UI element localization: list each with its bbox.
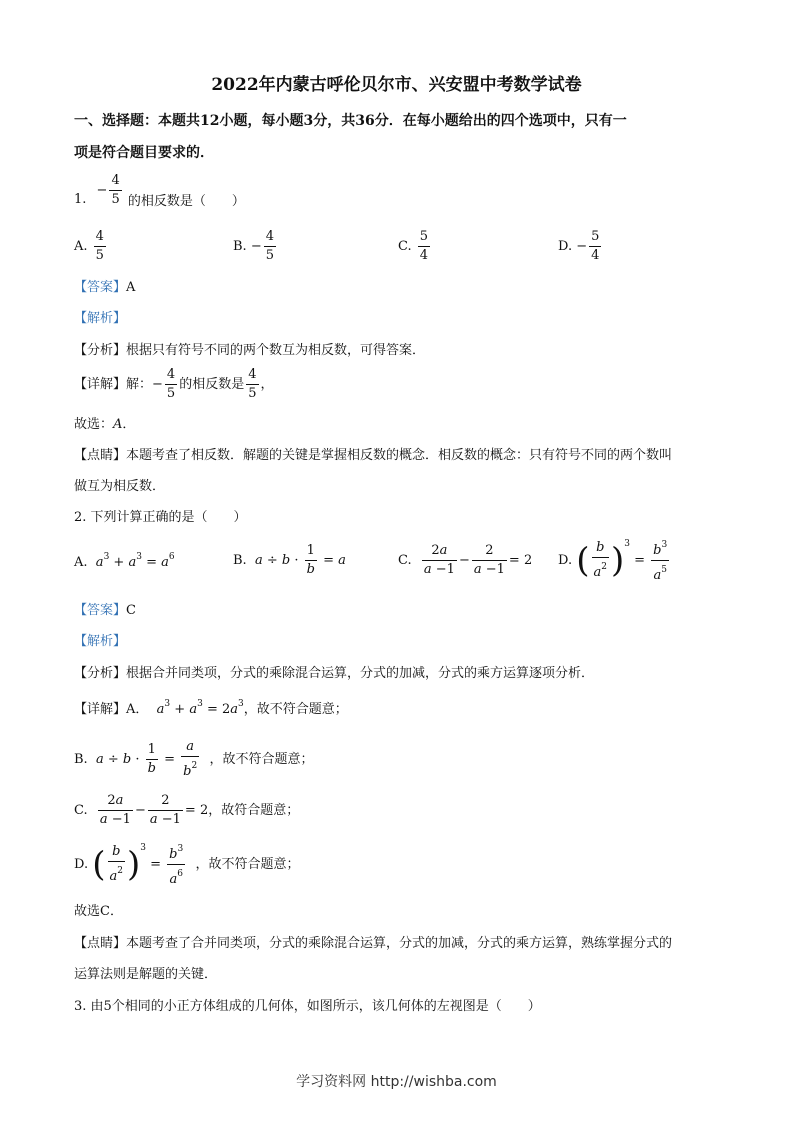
question-1-stem: 1. − $\frac{4}{5}$ 的相反数是（ ）: [74, 173, 245, 209]
section-header-line1: 一、选择题：本题共12小题，每小题3分，共36分．在每小题给出的四个选项中，只有一: [74, 113, 627, 129]
q2-option-c: C. $\frac{2a}{a -1}$ − $\frac{2}{a -1}$ = 2: [398, 543, 533, 577]
q1-option-c: C. $\frac{5}{4}$: [398, 229, 429, 263]
q2-analysis-label: 【解析】: [74, 634, 127, 649]
q2-option-a: A. $a^3 + a^3 = a^6$: [74, 552, 175, 570]
q1-analysis-label: 【解析】: [74, 311, 127, 326]
q2-answer: 【答案】C: [74, 603, 136, 618]
q1-option-a: A. $\frac{4}{5}$: [74, 229, 104, 263]
q2-xiangjie-d: D. ( $\frac{b}{a^2}$ )$^3$ = $\frac{b^3}{a^6}$ ，故不符合题意；: [74, 840, 300, 889]
question-1-text: 的相反数是（ ）: [127, 194, 245, 209]
answer-label: 【答案】: [74, 280, 127, 295]
question-2-stem: 2. 下列计算正确的是（ ）: [74, 510, 247, 525]
q2-option-d: D. ( $\frac{b}{a^2}$ )$^3$ = $\frac{b^3}{a^5}$: [558, 536, 671, 585]
page-title: 2022年内蒙古呼伦贝尔市、兴安盟中考数学试卷: [211, 75, 582, 95]
question-number: 1.: [74, 192, 87, 207]
q1-fenxi: 【分析】根据只有符号不同的两个数互为相反数，可得答案．: [74, 343, 426, 358]
q1-option-b: B. − $\frac{4}{5}$: [233, 229, 275, 263]
q1-dianjing-line2: 做互为相反数．: [74, 479, 166, 494]
q1-dianjing-line1: 【点睛】本题考查了相反数．解题的关键是掌握相反数的概念．相反数的概念：只有符号不同的两个数叫: [74, 448, 673, 463]
fraction: $\frac{4}{5}$: [111, 173, 120, 207]
q2-dianjing-line2: 运算法则是解题的关键．: [74, 967, 218, 982]
footer-watermark: 学习资料网 http://wishba.com: [296, 1074, 497, 1090]
q2-dianjing-line1: 【点睛】本题考查了合并同类项，分式的乘除混合运算，分式的加减，分式的乘方运算，熟练掌握分式的: [74, 936, 673, 951]
question-3-stem: 3. 由5个相同的小正方体组成的几何体，如图所示，该几何体的左视图是（ ）: [74, 999, 541, 1014]
q2-guxuan: 故选C．: [74, 904, 123, 919]
q1-option-d: D. − $\frac{5}{4}$: [558, 229, 600, 263]
q2-xiangjie-a: 【详解】A． $a^3 + a^3 = 2a^3$，故不符合题意；: [74, 699, 348, 717]
q1-answer: 【答案】A: [74, 280, 136, 295]
q2-option-b: B. a ÷ b · $\frac{1}{b}$ = a: [233, 543, 346, 577]
q1-guxuan: 故选：A．: [74, 417, 136, 432]
q2-xiangjie-b: B. a ÷ b · $\frac{1}{b}$ = $\frac{a}{b^2}$ ，故不符合题意；: [74, 739, 314, 779]
q1-xiangjie: 【详解】解：− $\frac{4}{5}$ 的相反数是 $\frac{4}{5}$ ，: [74, 367, 274, 401]
q2-fenxi: 【分析】根据合并同类项，分式的乘除混合运算，分式的加减，分式的乘方运算逐项分析．: [74, 666, 595, 681]
q2-xiangjie-c: C. $\frac{2a}{a -1}$ − $\frac{2}{a -1}$ = 2，故符合题意；: [74, 793, 300, 827]
section-header-line2: 项是符合题目要求的．: [74, 145, 214, 161]
